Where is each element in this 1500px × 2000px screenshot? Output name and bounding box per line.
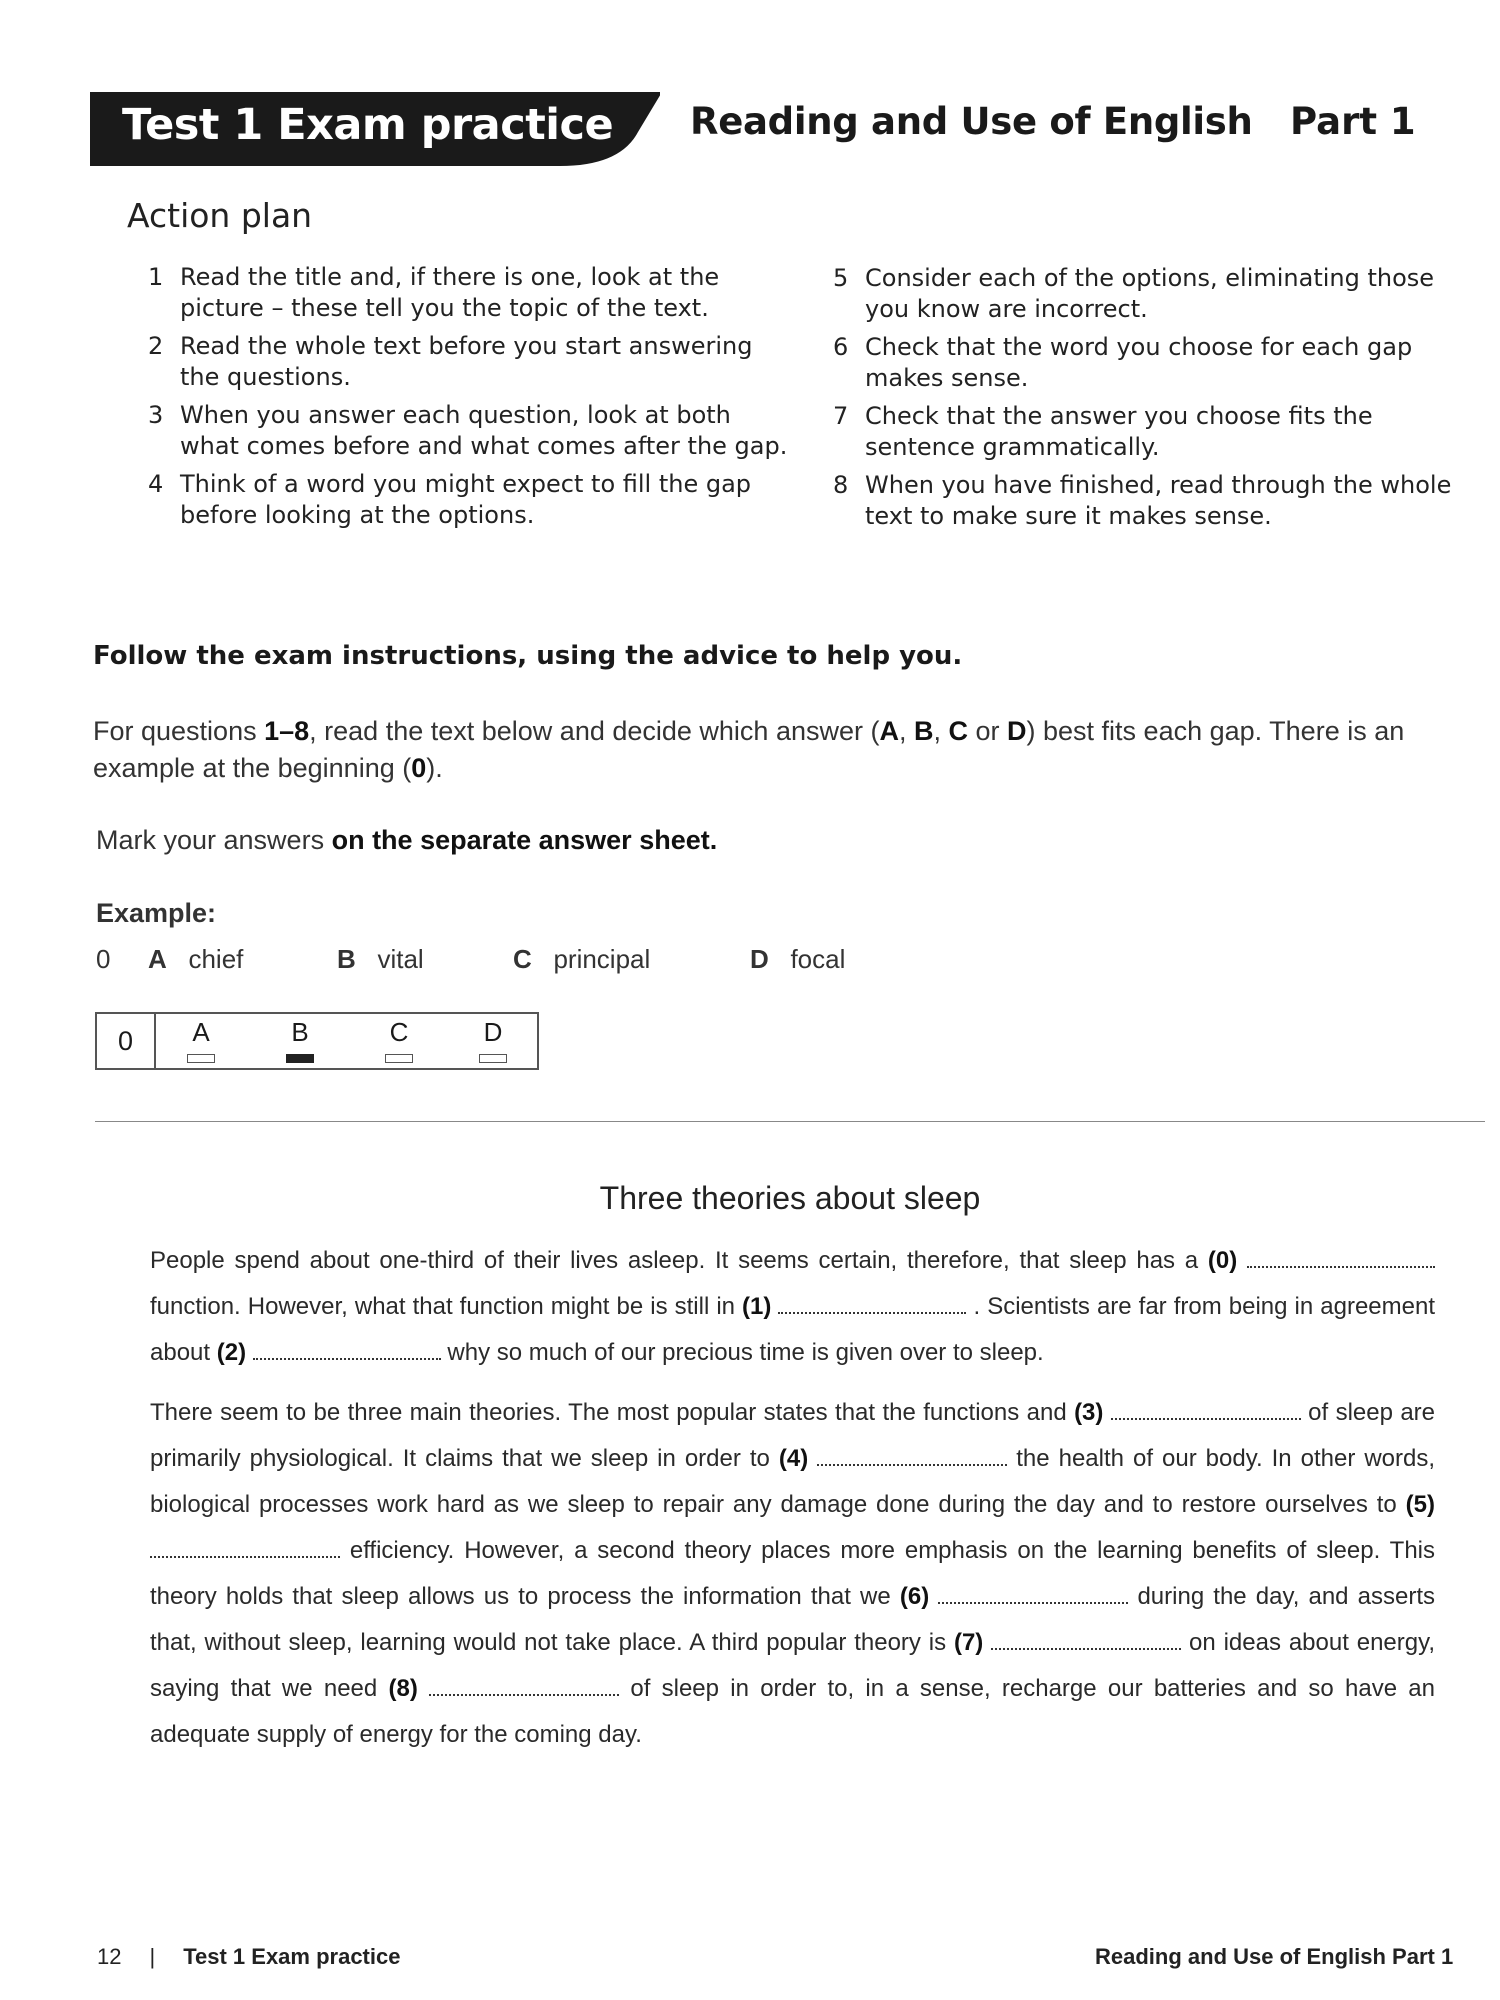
gap-number: (7) — [953, 1629, 984, 1656]
instr-text: For questions — [93, 716, 265, 746]
story-text: on ideas about energy, saying that we need — [150, 1629, 1436, 1702]
gap-number: (8) — [388, 1675, 418, 1702]
option-key: B — [337, 944, 356, 974]
action-plan-item — [148, 331, 788, 393]
option-word: principal — [553, 944, 651, 974]
header-badge — [90, 92, 660, 166]
story-text: why so much of our precious time is given over to sleep. — [440, 1339, 1044, 1366]
gap-line — [1247, 1252, 1435, 1268]
part-label: Part 1 — [1290, 100, 1416, 143]
example-option-a — [148, 944, 243, 975]
task-instructions — [93, 713, 1483, 787]
instr-text: ) best fits each gap. There is an example at the beginning ( — [93, 716, 1405, 783]
answer-letter-b: B — [291, 1017, 309, 1047]
footer-left-title: Test 1 Exam practice — [183, 1944, 401, 1969]
instr-text: , read the text below and decide which answer ( — [309, 716, 880, 746]
gap-line — [150, 1542, 340, 1558]
story-text: during the day, and asserts that, without sleep, learning would not take place. A third popular theory is — [150, 1583, 1436, 1656]
instr-text: ). — [426, 753, 443, 783]
action-plan-right-list — [833, 263, 1473, 539]
example-label: Example: — [96, 898, 217, 928]
action-plan-text: When you have finished, read through the whole text to make sure it makes sense. — [865, 471, 1452, 530]
instr-bold: D — [1007, 716, 1027, 746]
section-title: Reading and Use of English — [690, 100, 1253, 143]
example-number: 0 — [96, 944, 111, 974]
instr-bold: C — [948, 716, 969, 746]
story-text: . Scientists are far from being in agreement about — [150, 1293, 1435, 1366]
instr-bold: 0 — [411, 753, 427, 783]
gap-line — [778, 1298, 966, 1314]
action-plan-number: 1 — [148, 263, 164, 291]
gap-number: (6) — [899, 1583, 930, 1610]
action-plan-text: Think of a word you might expect to fill the gap before looking at the options. — [180, 470, 752, 529]
example-option-b — [337, 944, 424, 975]
option-key: D — [750, 944, 769, 974]
gap-line — [429, 1680, 619, 1696]
story-text: of sleep in order to, in a sense, recharge our batteries and so have an adequate supply of energy for the coming day. — [150, 1675, 1436, 1748]
section-divider — [95, 1121, 1485, 1122]
action-plan-number: 6 — [833, 333, 849, 361]
action-plan-number: 3 — [148, 401, 164, 429]
answer-bubble-c — [385, 1054, 413, 1063]
action-plan-item — [833, 401, 1473, 463]
answer-letter-c: C — [389, 1017, 409, 1047]
action-plan-text: Consider each of the options, eliminating those you know are incorrect. — [865, 264, 1435, 323]
action-plan-item — [833, 332, 1473, 394]
gap-number: (2) — [216, 1339, 247, 1366]
instr-bold: A — [879, 716, 899, 746]
story-paragraph-1 — [150, 1238, 1435, 1376]
action-plan-text: Read the title and, if there is one, look at the picture – these tell you the topic of the text. — [180, 263, 720, 322]
answer-bubble-a — [187, 1054, 215, 1063]
answer-bubble-d — [479, 1054, 507, 1063]
action-plan-number: 8 — [833, 471, 849, 499]
action-plan-heading: Action plan — [127, 196, 313, 235]
action-plan-number: 4 — [148, 470, 164, 498]
action-plan-item — [148, 262, 788, 324]
gap-line — [817, 1450, 1007, 1466]
story-text: efficiency. However, a second theory places more emphasis on the learning benefits of sleep. This theory holds that sleep allows us to process the information that we — [150, 1537, 1435, 1610]
page-number: 12 — [97, 1944, 122, 1969]
action-plan-item — [833, 263, 1473, 325]
footer-right-title: Reading and Use of English Part 1 — [1095, 1944, 1454, 1969]
action-plan-item — [148, 400, 788, 462]
gap-number: (4) — [778, 1445, 809, 1472]
action-plan-item — [148, 469, 788, 531]
option-word: focal — [790, 944, 846, 974]
option-key: C — [513, 944, 532, 974]
action-plan-left-list — [148, 262, 788, 538]
answer-letter-a: A — [192, 1017, 210, 1047]
footer-left — [97, 1944, 400, 1970]
mark-text: Mark your answers — [96, 825, 332, 855]
story-text: There seem to be three main theories. The most popular states that the functions and — [150, 1399, 1075, 1426]
option-key: A — [148, 944, 167, 974]
instr-text: , — [933, 716, 949, 746]
action-plan-number: 5 — [833, 264, 849, 292]
instr-text: or — [968, 716, 1008, 746]
story-title: Three theories about sleep — [599, 1180, 981, 1216]
gap-number: (5) — [1405, 1491, 1435, 1518]
gap-number: (0) — [1207, 1247, 1238, 1274]
follow-instructions: Follow the exam instructions, using the advice to help you. — [93, 641, 963, 671]
story-text: the health of our body. In other words, biological processes work hard as we sleep to repair any damage done during the day and to restore ourselves to — [150, 1445, 1436, 1518]
action-plan-number: 2 — [148, 332, 164, 360]
mark-bold: on the separate answer sheet. — [331, 825, 718, 855]
option-word: vital — [377, 944, 424, 974]
action-plan-text: Check that the word you choose for each gap makes sense. — [865, 333, 1413, 392]
instr-text: , — [898, 716, 914, 746]
story-text: of sleep are primarily physiological. It claims that we sleep in order to — [150, 1399, 1436, 1472]
story-text: function. However, what that function might be is still in — [150, 1293, 743, 1320]
gap-line — [253, 1344, 441, 1360]
action-plan-text: Check that the answer you choose fits the sentence grammatically. — [865, 402, 1373, 461]
action-plan-number: 7 — [833, 402, 849, 430]
answer-sheet-number: 0 — [97, 1014, 156, 1068]
option-word: chief — [188, 944, 244, 974]
footer-separator: | — [149, 1944, 156, 1969]
example-option-d — [750, 944, 845, 975]
example-option-c — [513, 944, 650, 975]
answer-letter-d: D — [483, 1017, 503, 1047]
story-paragraph-2 — [150, 1390, 1435, 1758]
gap-number: (3) — [1074, 1399, 1104, 1426]
story-text: People spend about one-third of their lives asleep. It seems certain, therefore, that sleep has a — [150, 1247, 1208, 1274]
gap-line — [1111, 1404, 1301, 1420]
mark-instructions — [96, 825, 717, 856]
header-badge-title: Test 1 Exam practice — [122, 100, 614, 150]
instr-bold: 1–8 — [264, 716, 310, 746]
gap-number: (1) — [742, 1293, 772, 1320]
action-plan-text: Read the whole text before you start answering the questions. — [180, 332, 753, 391]
gap-line — [938, 1588, 1128, 1604]
answer-bubble-b-selected — [286, 1054, 314, 1063]
instr-bold: B — [914, 716, 934, 746]
gap-line — [991, 1634, 1181, 1650]
example-answer-sheet — [95, 1012, 539, 1070]
action-plan-item — [833, 470, 1473, 532]
action-plan-text: When you answer each question, look at both what comes before and what comes after the gap. — [180, 401, 788, 460]
